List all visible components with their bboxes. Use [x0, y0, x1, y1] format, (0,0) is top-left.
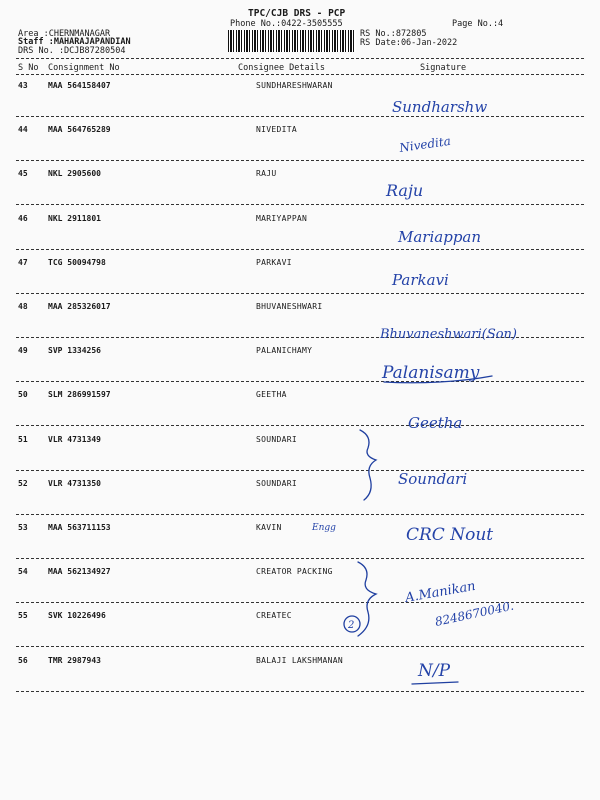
- row-divider: [16, 691, 584, 692]
- signature-48: Bhuvaneshwari(Son): [380, 327, 518, 342]
- signature-45: Raju: [386, 181, 424, 200]
- area-label: Area :CHERNMANAGAR: [18, 29, 111, 39]
- table-row: [0, 255, 600, 295]
- row-divider: [16, 646, 584, 647]
- row-sno: 56: [18, 655, 28, 665]
- signature-54-55: A.Manikan: [404, 578, 477, 606]
- signature-53: CRC Nout: [406, 525, 494, 545]
- row-consignee: PALANICHAMY: [256, 346, 313, 356]
- col-consignee: Consignee Details: [238, 63, 325, 73]
- row-sno: 48: [18, 302, 28, 311]
- signature-47: Parkavi: [392, 271, 449, 289]
- row-consignee: CREATOR PACKING: [256, 567, 333, 577]
- row-consignee: NIVEDITA: [256, 125, 297, 135]
- table-row: [0, 608, 600, 648]
- row-consignment-no: VLR 4731350: [48, 478, 101, 488]
- row-consignment-no: SVK 10226496: [48, 611, 106, 621]
- row-consignee: CREATEC: [256, 611, 292, 621]
- staff-label: Staff :MAHARAJAPANDIAN: [18, 37, 131, 47]
- row-divider: [16, 558, 584, 559]
- row-divider: [16, 116, 584, 117]
- row-consignment-no: TMR 2987943: [48, 655, 101, 665]
- phone-number: Phone No.:0422-3505555: [230, 19, 343, 29]
- table-row: [0, 564, 600, 604]
- row-sno: 46: [18, 213, 28, 223]
- signature-56: N/P: [418, 661, 451, 681]
- table-row: [0, 387, 600, 427]
- row-consignee: SOUNDARI: [256, 434, 297, 444]
- table-row: [0, 432, 600, 472]
- row-consignee: MARIYAPPAN: [256, 213, 308, 223]
- row-consignment-no: MAA 562134927: [48, 567, 111, 577]
- signature-50: Geetha: [408, 414, 463, 432]
- signature-46: Mariappan: [398, 228, 482, 246]
- row-consignment-no: SLM 286991597: [48, 390, 111, 400]
- row-consignment-no: MAA 564158407: [48, 81, 111, 90]
- row-consignee: BHUVANESHWARI: [256, 302, 323, 311]
- row-sno: 51: [18, 434, 28, 444]
- row-divider: [16, 381, 584, 382]
- signature-51-52: Soundari: [398, 470, 468, 488]
- table-row: [0, 211, 600, 251]
- row-consignment-no: MAA 563711153: [48, 523, 111, 532]
- table-row: [0, 653, 600, 693]
- table-row: [0, 343, 600, 383]
- col-consignment: Consignment No: [48, 63, 120, 73]
- row-sno: 55: [18, 611, 28, 621]
- column-divider: [16, 74, 584, 75]
- row-sno: 45: [18, 169, 28, 179]
- row-consignment-no: MAA 564765289: [48, 125, 111, 135]
- row-consignee: GEETHA: [256, 390, 287, 400]
- row-consignee: SOUNDARI: [256, 478, 297, 488]
- table-row: [0, 520, 600, 560]
- drs-number: DRS No. :DCJB87280504: [18, 46, 126, 56]
- table-row: [0, 78, 600, 118]
- phone-54-55: 8248670040.: [433, 598, 516, 629]
- row-sno: 50: [18, 390, 28, 400]
- row-sno: 44: [18, 125, 28, 135]
- row-sno: 47: [18, 257, 28, 267]
- document-title: TPC/CJB DRS - PCP: [248, 8, 346, 19]
- signature-49: Palanisamy: [382, 363, 480, 383]
- table-row: [0, 122, 600, 162]
- row-consignee: PARKAVI: [256, 257, 292, 267]
- row-consignee: BALAJI LAKSHMANAN: [256, 655, 343, 665]
- row-divider: [16, 249, 584, 250]
- row-consignment-no: SVP 1334256: [48, 346, 101, 356]
- rs-number: RS No.:872805: [360, 29, 427, 39]
- rs-date: RS Date:06-Jan-2022: [360, 38, 458, 48]
- row-consignee: SUNDHARESHWARAN: [256, 81, 333, 90]
- row-sno: 52: [18, 478, 28, 488]
- header-divider: [16, 58, 584, 59]
- row-consignee: RAJU: [256, 169, 277, 179]
- col-signature: Signature: [420, 63, 467, 73]
- barcode: [228, 30, 356, 52]
- table-row: [0, 299, 600, 339]
- circle-55-number: 2: [348, 620, 355, 631]
- signature-43: Sundharshw: [392, 98, 488, 116]
- table-row: [0, 476, 600, 516]
- col-sno: S No: [18, 63, 39, 73]
- row-consignment-no: NKL 2911801: [48, 213, 101, 223]
- row-divider: [16, 337, 584, 338]
- row-divider: [16, 425, 584, 426]
- row-consignment-no: MAA 285326017: [48, 302, 111, 311]
- note-53: Engg: [312, 523, 336, 533]
- row-sno: 49: [18, 346, 28, 356]
- row-sno: 43: [18, 81, 28, 90]
- table-row: [0, 166, 600, 206]
- row-consignment-no: NKL 2905600: [48, 169, 101, 179]
- row-sno: 53: [18, 523, 28, 532]
- page-number: Page No.:4: [452, 19, 504, 29]
- row-divider: [16, 470, 584, 471]
- row-divider: [16, 602, 584, 603]
- row-consignment-no: VLR 4731349: [48, 434, 101, 444]
- row-divider: [16, 160, 584, 161]
- row-sno: 54: [18, 567, 28, 577]
- signature-44: Nivedita: [398, 133, 452, 155]
- row-consignment-no: TCG 50094798: [48, 257, 106, 267]
- row-consignee: KAVIN: [256, 523, 282, 532]
- row-divider: [16, 204, 584, 205]
- row-divider: [16, 293, 584, 294]
- row-divider: [16, 514, 584, 515]
